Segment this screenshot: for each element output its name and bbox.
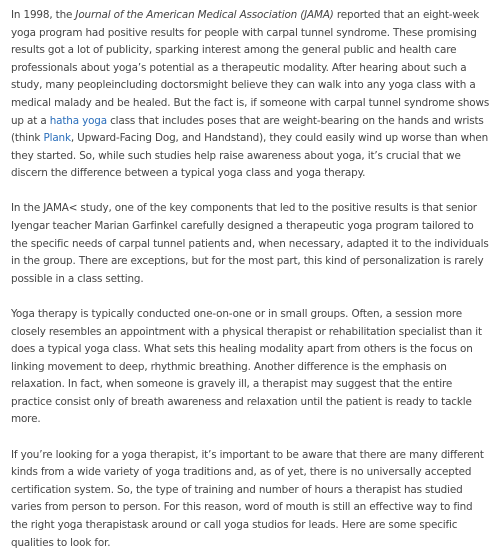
paragraph-3-text: Yoga therapy is typically conducted one-on-one or in small groups. Often, a session more closely resembles an appointment with a physical therapist or rehabilitation specialist than it does a typical yoga class. What sets this healing modality apart from others is the focus on linking movement to deep, rhythmic breathing. Another difference is the emphasis on relaxation. In fact, when someone is gravely ill, a therapist may suggest that the entire practice consist only of breath awareness and relaxation until the patient is ready to tackle more.	[11, 307, 482, 426]
paragraph-2	[11, 200, 492, 288]
paragraph-4-text: If you’re looking for a yoga therapist, it’s important to be aware that there are many different kinds from a wide variety of yoga traditions and, as of yet, there is no universally accepted certification system. So, the type of training and number of hours a therapist has studied varies from person to person. For this reason, word of mouth is still an effective way to find the right yoga therapistask around or call yoga studios for leads. Here are some specific qualities to look for.	[11, 448, 484, 549]
paragraph-2-text: In the JAMA< study, one of the key components that led to the positive results is that senior Iyengar teacher Marian Garfinkel carefully designed a therapeutic yoga program tailored to the specific needs of carpal tunnel patients and, when necessary, adapted it to the individuals in the group. There are exceptions, but for the most part, this kind of personalization is rarely possible in a class setting.	[11, 202, 489, 285]
paragraph-1-text-3: class that includes poses that are weight-bearing on the hands and wrists (think	[11, 114, 484, 145]
paragraph-4	[11, 447, 492, 552]
journal-title: Journal of the American Medical Association (JAMA)	[75, 9, 334, 21]
paragraph-1-text-2: reported that an eight-week yoga program had positive results for people with carpal tunnel syndrome. These promising results got a lot of publicity, sparking interest among the general public and health care professionals about yoga’s potential as a therapeutic modality. After hearing about such a study, many peopleincluding doctorsmight believe they can walk into any yoga class with a medical malady and be healed. But the fact is, if someone with carpal tunnel syndrome shows up at a	[11, 9, 490, 127]
paragraph-1-text-4: , Upward-Facing Dog, and Handstand), they could easily wind up worse than when they started. So, while such studies help raise awareness about yoga, it’s crucial that we discern the difference between a typical yoga class and yoga therapy.	[11, 132, 489, 180]
plank-link[interactable]: Plank	[43, 132, 71, 145]
paragraph-1	[11, 7, 492, 183]
hatha-yoga-link[interactable]: hatha yoga	[49, 114, 107, 127]
paragraph-3	[11, 306, 492, 429]
paragraph-1-text-1: In 1998, the	[11, 9, 76, 21]
